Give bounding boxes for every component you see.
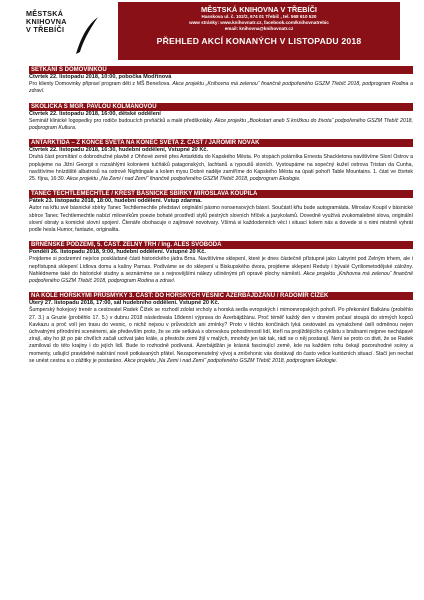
event-text: Druhá část promítání o dobrodružné plavbě z Ohňové země přes Antarktidu do Kapského Města. Po stopách polárníka Ernesta Shackletona navštívíme Sloní Ostrov a poplujeme na Jižní Georgii s rozsáhlými koloniemi tučňáků patagonských, lachtanů a rypoušů sloních. Vystoupáme na sopečný kužel ostrova Tristan da Cunha, navštívíme hnízdiště albatrosů na ostrově Nightingale a kolem mysu Dobré naděje zamíříme do Kapského Města na úpatí pohoří Table Mountains. 1. část ve čtvrtek 25. října, 16:30. xyxy=(29,154,413,183)
quill-icon xyxy=(74,16,100,56)
event-credit: Akce projektu „Bookstart aneb S knížkou do života“ podpořeného GSZM Třebíč 2018, podprogram Kultura. xyxy=(29,117,413,132)
address: Hasskova ul. č. 102/2, 674 01 Třebíč , tel. 568 610 520 xyxy=(201,14,317,19)
event-description xyxy=(29,81,413,95)
org-name: MĚSTSKÁ KNIHOVNA V TŘEBÍČI xyxy=(201,5,317,14)
event-date: Pátek 23. listopadu 2018, 18:00, hudební oddělení. Vstup zdarma. xyxy=(29,198,202,205)
event-title: TANEC TECHTLEMECHTLE / KŘEST BÁSNICKÉ SBÍRKY MIROSLAVA KOUPILA xyxy=(29,190,413,198)
event-title: ŠKOLIČKA S MGR. PAVLOU KOLMANOVOU xyxy=(29,103,413,111)
event-date: Úterý 27. listopadu 2018, 17:00, sál hudebního oddělení. Vstupné 20 Kč. xyxy=(29,300,220,307)
event-title: SETKÁNÍ S DOMOVINKOU xyxy=(29,66,413,74)
event-text: Pro klienty Domovinky připraví program děti z MŠ Benešova. xyxy=(29,81,171,88)
event-date: Čtvrtek 22. listopadu 2018, 16:00, dětské oddělení xyxy=(29,110,161,117)
event-text: Projdeme si podzemní nejvíce poskládané části historického jádra Brna. Navštívíme sklepení, které je dnes částečně přístupné jako Labyrint pod Zelným trhem, ale i nepřístupná sklepení Lídlova domu a kašny Parnas. Podíváme se do sklepení u Biskupského dvora, projdeme sklepení Reduty i bývalé Cyriliometodějské záložny. Nahlédneme také do historické studny a seznámíme se s nejnovějšími nálezy učiněnými při opravě plochy náměstí. xyxy=(29,256,413,277)
event-credit: Akce projektu „Na Zemi i nad Zemí“ finančně podpořeného GSZM Třebíč 2018, podprogram Ekologie. xyxy=(66,176,301,183)
event-date: Pondělí 26. listopadu 2018, 9:00, hudební oddělení. Vstupné 20 Kč. xyxy=(29,249,206,256)
header xyxy=(0,0,424,62)
event-title: ANTARKTIDA – Z KONCE SVĚTA NA KONEC SVĚTA 2. ČÁST / JAROMÍR NOVÁK xyxy=(29,139,413,147)
event-date: Čtvrtek 22. listopadu 2018, 16:30, hudební oddělení, Vstupné 20 Kč. xyxy=(29,147,209,154)
event-description xyxy=(29,154,413,183)
event-section xyxy=(29,292,413,365)
event-credit: Akce projektu „Knihovna má zelenou“ finančně podpořeného GSZM Třebíč 2018, podprogram Rodina a zdraví. xyxy=(29,81,413,95)
logo-line-3: V TŘEBÍČI xyxy=(26,25,65,34)
header-banner xyxy=(118,2,400,60)
event-title: NA KOLE HORSKÝMI PRŮSMYKY 3. ČÁST: DO HORSKÝCH VESNIC ÁZERBÁJDŽÁNU / RADOMÍR ČÍŽEK xyxy=(29,292,413,300)
event-date: Čtvrtek 22. listopadu 2018, 10:00, pobočka Modřínová xyxy=(29,74,172,80)
events-list xyxy=(29,66,413,372)
email-link[interactable]: email: knihovna@knihovnatr.cz xyxy=(224,26,294,31)
event-section xyxy=(29,139,413,183)
event-section xyxy=(29,66,413,96)
library-logo xyxy=(22,8,102,60)
event-title: BRNĚNSKÉ PODZEMÍ, 5. ČÁST. ZELNÝ TRH / Ing. ALEŠ SVOBODA xyxy=(29,241,413,249)
event-description xyxy=(29,205,413,234)
event-description xyxy=(29,307,413,365)
event-description xyxy=(29,256,413,285)
event-section xyxy=(29,190,413,234)
event-text: Autor na křtu své básnické sbírky Tanec Techtlemechtle představí originální pásmo nonsensových básní. Součástí křtu bude autogramiáda. Miroslav Koupil v básnické sbírce Tanec Techtlemechtle nabízí milovníkům poezie bohaté prostředí stylů pestrých slovních hříček a jazykolamů. Dovedně využívá zvukomalebné slova, originální slovní obraty a komické slovní spojení. Čtenáře obohacuje o zajímavé novotvary. Všímá si každodenních věcí i situací kolem nás a dovede si s nimi mistrně vyhrát podle hesla Humor, fantazie, originalita. xyxy=(29,205,413,234)
document-title: PŘEHLED AKCÍ KONANÝCH V LISTOPADU 2018 xyxy=(156,36,362,46)
event-section xyxy=(29,241,413,285)
logo-line-1: MĚSTSKÁ xyxy=(26,9,64,18)
event-text: Seminář klinické logopedky pro rodiče budoucích prvňáčků a malé předškoláky. xyxy=(29,117,213,124)
web-link[interactable]: www stránky: www.knihovnatr.cz, facebook.com/knihovnatrebic xyxy=(189,20,329,25)
event-credit: Akce projektu „Na Zemi i nad Zemí“ podpořeného GSZM Třebíč 2018, podprogram Ekologie. xyxy=(124,357,338,364)
event-text: Šumperský hokejový trenér a cestovatel Radek Čížek se rozhodl zdolat vrcholy a horská sedla evropských i mimoevropských pohoří. Po překonání Balkánu (proběhlo 27. 3.) a Gruzie (proběhlo 17. 5.) v dubnu 2018 následovala 18denní výprava do Ázerbájdžánu. Proč téměř každý den v drsném počasí stoupá do strmých kopců Kavkazu a proč volí jen trasu do vesnic, o nichž nejsou v průvodcích ani zmínky? Proto v těchto končinách lyká cestovatel za vynaložené úsilí odměnou nejen úchvatnými přírodními scenériemi, ale především proto, že se zde setkává s obrovskou pohostinností lidí, kteří na projíždějícího cyklistu s brašnami nejprve nechápavě zírají, aby ho již po pár chvílích začali uctívat jako krále, a přestože zemi žijí v malých, mnohdy jen tak tak, rádi se o něj postarají. Není se proto co divit, že se Radek zamiloval do této krajiny i do jejích lidí. Bude to rozhodně podívaná. Ázerbájdžán je krásná fascinující země, kde na každém rohu čekají pozoruhodné scény a momenty, udiující pravidelné nabírání nově potkávaných přátel. Nezapomenutelný vývoj a zničehonic vás dostávají do často velice kuriózních situací. Stačí jen nechat se unést cestou a o zážitky je postaráno. xyxy=(29,307,413,364)
event-credit: Akce projektu „Knihovna má zelenou“ finančně podpořeného GSZM Třebíč 2018, podprogram Rodina a zdraví. xyxy=(29,270,413,285)
event-description xyxy=(29,118,413,132)
logo-line-2: KNIHOVNA xyxy=(26,17,67,26)
event-section xyxy=(29,103,413,133)
